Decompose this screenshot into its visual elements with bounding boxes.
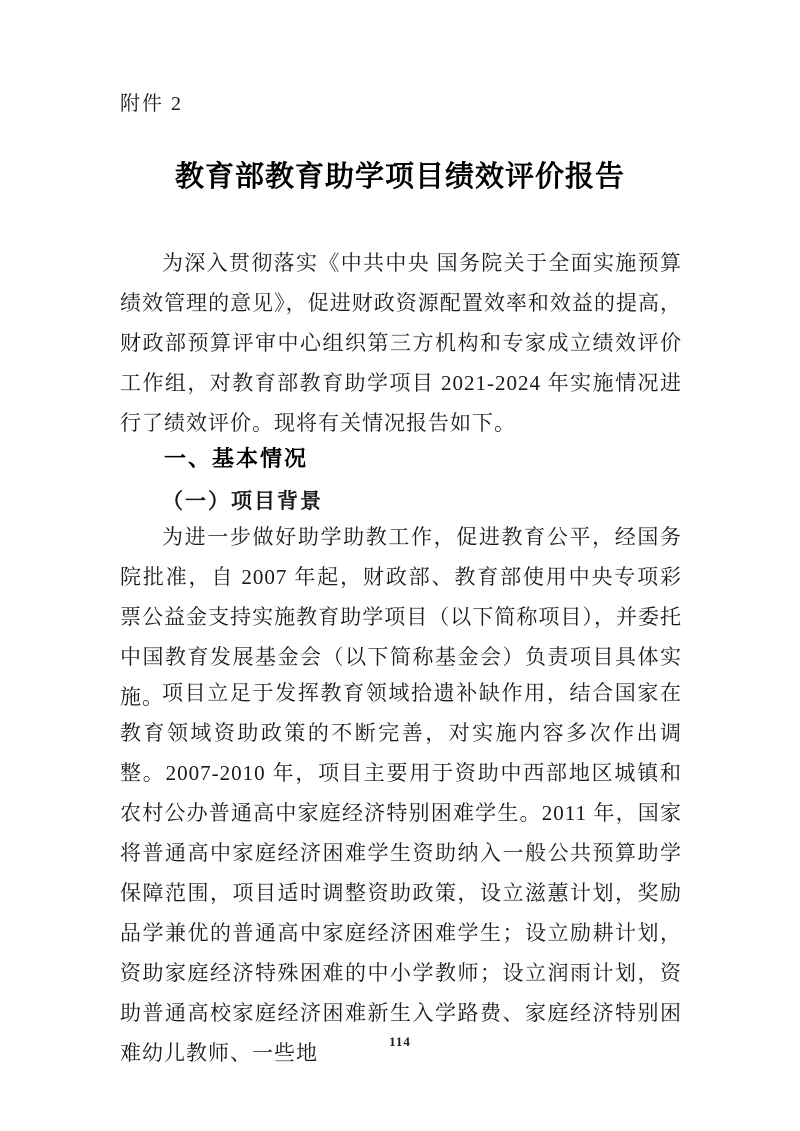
attachment-label: 附件 2 <box>120 93 183 115</box>
section-heading-basic-situation: 一、基本情况 <box>164 446 309 471</box>
document-title: 教育部教育助学项目绩效评价报告 <box>174 161 625 193</box>
section-subheading-project-background: （一）项目背景 <box>162 489 323 513</box>
intro-paragraph: 为深入贯彻落实《中共中央 国务院关于全面实施预算绩效管理的意见》，促进财政资源配置效率和效益的提高，财政部预算评审中心组织第三方机构和专家成立绩效评价工作组，对教育部教育助学项目 2021-2024 年实施情况进行了绩效评价。现将有关情况报告如下。 <box>120 251 682 435</box>
page-number: 114 <box>389 1034 411 1049</box>
background-paragraph-1: 为进一步做好助学助教工作，促进教育公平，经国务院批准，自 2007 年起，财政部、教育部使用中央专项彩票公益金支持实施教育助学项目（以下简称项目），并委托中国教育发展基金会（以下简称基金会）负责项目具体实施。 <box>120 525 682 709</box>
background-paragraph-2: 项目立足于发挥教育领域拾遗补缺作用，结合国家在教育领域资助政策的不断完善，对实施内容多次作出调整。2007-2010 年，项目主要用于资助中西部地区城镇和农村公办普通高中家庭经济特别困难学生。2011 年，国家将普通高中家庭经济困难学生资助纳入一般公共预算助学保障范围，项目适时调整资助政策，设立滋蕙计划，奖励品学兼优的普通高中家庭经济困难学生；设立励耕计划，资助家庭经济特殊困难的中小学教师；设立润雨计划，资助普通高校家庭经济困难新生入学路费、家庭经济特别困难幼儿教师、一些地 <box>120 681 682 1065</box>
